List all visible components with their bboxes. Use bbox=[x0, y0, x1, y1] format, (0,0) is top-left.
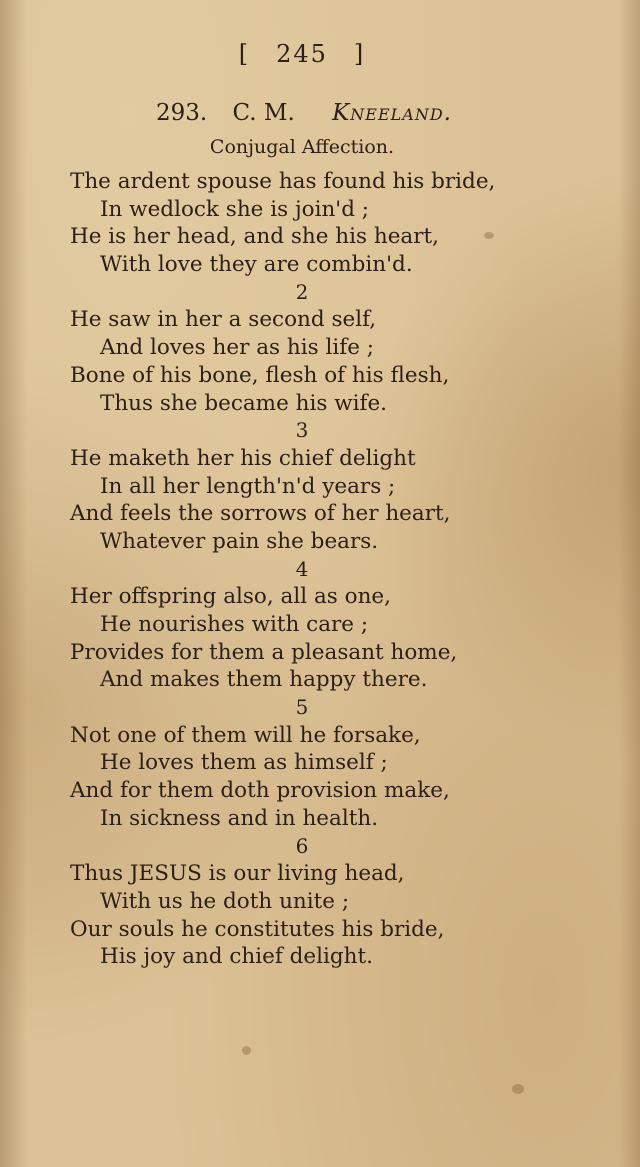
verse-number: 4 bbox=[295, 556, 309, 581]
verse-2-line-1: He saw in her a second self, bbox=[70, 307, 377, 333]
hymn-heading bbox=[156, 100, 596, 126]
verse-5-line-2: He loves them as himself ; bbox=[100, 750, 388, 776]
verse-number: 2 bbox=[295, 279, 309, 304]
hymn-tune: Kneeland. bbox=[332, 100, 452, 126]
verse-1-line-3: He is her head, and she his heart, bbox=[70, 224, 439, 250]
hymn-meter: C. M. bbox=[232, 100, 295, 126]
verse-5-line-4: In sickness and in health. bbox=[100, 805, 379, 831]
verse-1-line-2: In wedlock she is join'd ; bbox=[100, 196, 370, 222]
verse-4-line-1: Her offspring also, all as one, bbox=[70, 584, 391, 610]
verse-6-line-4: His joy and chief delight. bbox=[100, 944, 373, 970]
verse-5-line-3: And for them doth provision make, bbox=[70, 778, 450, 804]
verse-4-line-4: And makes them happy there. bbox=[100, 667, 428, 693]
verse-4-line-3: Provides for them a pleasant home, bbox=[70, 639, 458, 665]
verse-5-line-1: Not one of them will he forsake, bbox=[70, 722, 421, 748]
verse-3-line-2: In all her length'n'd years ; bbox=[100, 473, 396, 499]
page-number-header bbox=[0, 40, 604, 68]
hymn-title: Conjugal Affection. bbox=[209, 136, 395, 158]
paper-spot bbox=[242, 1046, 251, 1055]
verse-2-line-2: And loves her as his life ; bbox=[100, 335, 374, 361]
verse-6-line-2: With us he doth unite ; bbox=[100, 888, 350, 914]
verse-number: 6 bbox=[295, 833, 309, 858]
verse-3-line-4: Whatever pain she bears. bbox=[100, 528, 379, 554]
hymn-number: 293. bbox=[156, 100, 208, 126]
verse-number: 3 bbox=[295, 418, 309, 443]
page-number: 245 bbox=[276, 40, 328, 68]
verse-2-line-4: Thus she became his wife. bbox=[100, 390, 388, 416]
verse-2-line-3: Bone of his bone, flesh of his flesh, bbox=[70, 362, 450, 388]
verse-6-line-3: Our souls he constitutes his bride, bbox=[70, 916, 445, 942]
paper-spot bbox=[512, 1084, 524, 1094]
bracket-left: [ bbox=[238, 40, 251, 68]
verse-4-line-2: He nourishes with care ; bbox=[100, 612, 369, 637]
verse-1-line-4: With love they are combin'd. bbox=[100, 252, 413, 278]
verse-6-line-1: Thus JESUS is our living head, bbox=[70, 861, 405, 887]
hymn-text bbox=[0, 168, 640, 971]
verse-number: 5 bbox=[295, 695, 309, 720]
verse-3-line-1: He maketh her his chief delight bbox=[70, 445, 416, 471]
bracket-right: ] bbox=[353, 40, 366, 68]
verse-3-line-3: And feels the sorrows of her heart, bbox=[70, 501, 451, 527]
verse-1-line-1: The ardent spouse has found his bride, bbox=[70, 169, 496, 194]
